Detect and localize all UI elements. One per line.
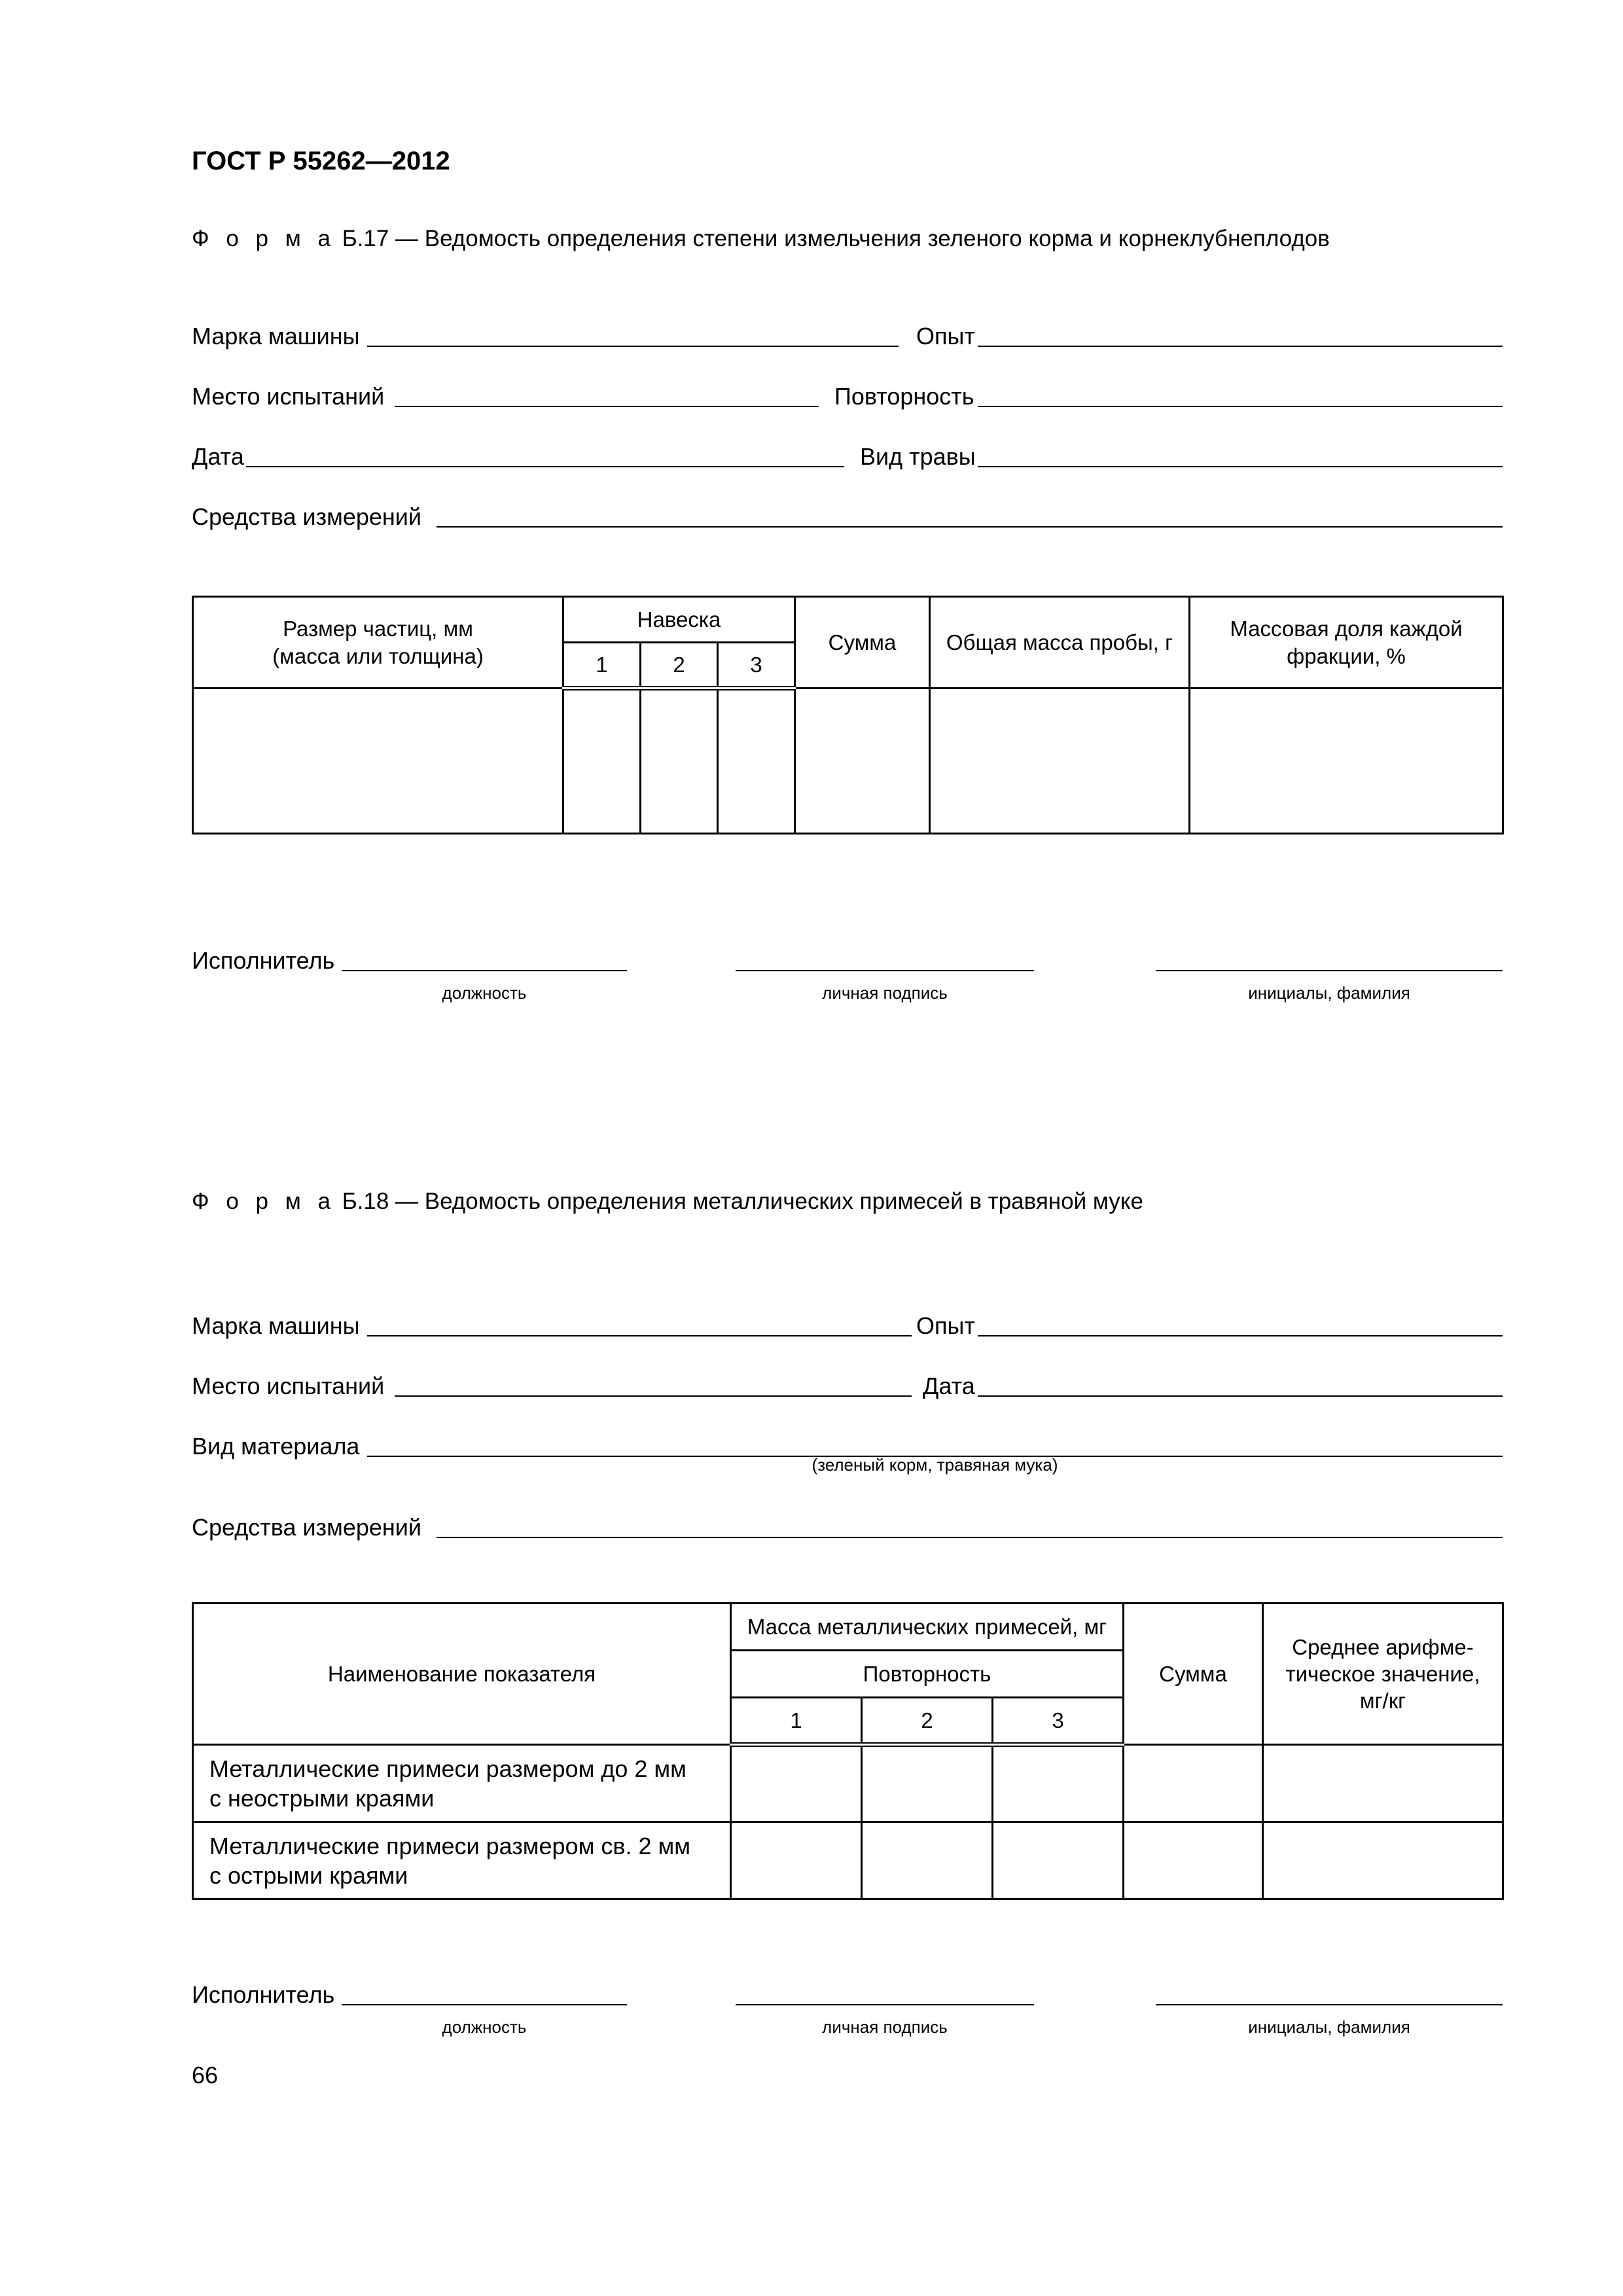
row-indicator-line1: Металлические примеси размером до 2 мм bbox=[209, 1755, 687, 1782]
metal-mass-header: Масса металлических примесей, мг bbox=[731, 1604, 1124, 1651]
test-place-field[interactable] bbox=[395, 406, 819, 407]
position-field[interactable] bbox=[342, 2004, 627, 2005]
form-18-title-prefix: Ф о р м а bbox=[192, 1189, 336, 1214]
initials-caption: инициалы, фамилия bbox=[1248, 2017, 1410, 2037]
table-cell[interactable] bbox=[641, 689, 718, 834]
material-type-hint: (зеленый корм, травяная мука) bbox=[812, 1455, 1058, 1475]
table-cell[interactable] bbox=[1263, 1822, 1503, 1899]
mean-header-line3: мг/кг bbox=[1359, 1689, 1406, 1713]
row-indicator-line1: Металлические примеси размером св. 2 мм bbox=[209, 1832, 690, 1859]
particle-size-header-line1: Размер частиц, мм bbox=[283, 617, 473, 641]
grass-type-field[interactable] bbox=[978, 466, 1503, 467]
experiment-label: Опыт bbox=[916, 1312, 975, 1339]
total-mass-header: Общая масса пробы, г bbox=[930, 597, 1190, 689]
date-field[interactable] bbox=[978, 1395, 1503, 1397]
position-caption: должность bbox=[442, 2017, 527, 2037]
date-field[interactable] bbox=[246, 466, 844, 467]
form-17-table bbox=[192, 596, 1504, 834]
row-indicator-name bbox=[193, 1745, 731, 1822]
form-18-title-text: Б.18 — Ведомость определения металлических примесей в травяной муке bbox=[335, 1189, 1143, 1214]
table-cell[interactable] bbox=[795, 689, 930, 834]
row-indicator-line2: с неострыми краями bbox=[209, 1784, 435, 1812]
sample-num-3: 3 bbox=[718, 643, 795, 689]
table-cell[interactable] bbox=[993, 1822, 1124, 1899]
table-cell[interactable] bbox=[731, 1822, 862, 1899]
signature-field[interactable] bbox=[736, 2004, 1034, 2005]
date-label: Дата bbox=[923, 1372, 975, 1399]
repeatability-label: Повторность bbox=[834, 383, 974, 410]
particle-size-header-line2: (масса или толщина) bbox=[272, 643, 484, 668]
experiment-field[interactable] bbox=[978, 1335, 1503, 1336]
machine-brand-label: Марка машины bbox=[192, 1312, 360, 1339]
table-cell[interactable] bbox=[1263, 1745, 1503, 1822]
position-field[interactable] bbox=[342, 970, 627, 971]
machine-brand-field[interactable] bbox=[367, 346, 899, 347]
table-cell[interactable] bbox=[862, 1822, 993, 1899]
signature-field[interactable] bbox=[736, 970, 1034, 971]
measuring-instruments-label: Средства измерений bbox=[192, 503, 422, 530]
repeatability-field[interactable] bbox=[978, 406, 1503, 407]
table-cell[interactable] bbox=[563, 689, 641, 834]
form-18-table bbox=[192, 1602, 1504, 1900]
rep-num-3: 3 bbox=[993, 1698, 1124, 1745]
particle-size-header bbox=[193, 597, 563, 689]
table-row bbox=[193, 1822, 1503, 1899]
measuring-instruments-field[interactable] bbox=[437, 1537, 1503, 1538]
experiment-field[interactable] bbox=[978, 346, 1503, 347]
test-place-field[interactable] bbox=[395, 1395, 912, 1397]
mean-header-line2: тическое значение, bbox=[1285, 1661, 1480, 1686]
experiment-label: Опыт bbox=[916, 323, 975, 350]
test-place-label: Место испытаний bbox=[192, 383, 385, 410]
form-17-title-text: Б.17 — Ведомость определения степени измельчения зеленого корма и корнеклубнеплодов bbox=[335, 226, 1330, 251]
signature-caption: личная подпись bbox=[822, 983, 948, 1003]
table-cell[interactable] bbox=[993, 1745, 1124, 1822]
table-cell[interactable] bbox=[1124, 1822, 1263, 1899]
signature-caption: личная подпись bbox=[822, 2017, 948, 2037]
table-row bbox=[193, 689, 1503, 834]
test-place-label: Место испытаний bbox=[192, 1372, 385, 1399]
executor-label: Исполнитель bbox=[192, 1981, 335, 2008]
sample-header: Навеска bbox=[563, 597, 795, 643]
row-indicator-name bbox=[193, 1822, 731, 1899]
initials-caption: инициалы, фамилия bbox=[1248, 983, 1410, 1003]
row-indicator-line2: с острыми краями bbox=[209, 1861, 408, 1889]
mass-fraction-header-line2: фракции, % bbox=[1287, 643, 1406, 668]
table-row bbox=[193, 1745, 1503, 1822]
rep-num-1: 1 bbox=[731, 1698, 862, 1745]
executor-label: Исполнитель bbox=[192, 947, 335, 974]
form-18-title bbox=[192, 1189, 1143, 1215]
table-cell[interactable] bbox=[930, 689, 1190, 834]
table-cell[interactable] bbox=[731, 1745, 862, 1822]
repeatability-header: Повторность bbox=[731, 1651, 1124, 1698]
form-17-title-prefix: Ф о р м а bbox=[192, 226, 336, 251]
machine-brand-field[interactable] bbox=[367, 1335, 912, 1336]
mean-header-line1: Среднее арифме- bbox=[1292, 1634, 1474, 1659]
mean-header bbox=[1263, 1604, 1503, 1745]
rep-num-2: 2 bbox=[862, 1698, 993, 1745]
machine-brand-label: Марка машины bbox=[192, 323, 360, 350]
sample-num-1: 1 bbox=[563, 643, 641, 689]
table-cell[interactable] bbox=[193, 689, 563, 834]
sum-header: Сумма bbox=[1124, 1604, 1263, 1745]
measuring-instruments-label: Средства измерений bbox=[192, 1514, 422, 1541]
table-cell[interactable] bbox=[1190, 689, 1503, 834]
page-number: 66 bbox=[192, 2062, 219, 2089]
indicator-header: Наименование показателя bbox=[193, 1604, 731, 1745]
sum-header: Сумма bbox=[795, 597, 930, 689]
initials-field[interactable] bbox=[1156, 970, 1503, 971]
grass-type-label: Вид травы bbox=[860, 443, 976, 470]
measuring-instruments-field[interactable] bbox=[437, 526, 1503, 528]
document-id: ГОСТ Р 55262—2012 bbox=[192, 147, 450, 175]
position-caption: должность bbox=[442, 983, 527, 1003]
table-cell[interactable] bbox=[718, 689, 795, 834]
date-label: Дата bbox=[192, 443, 244, 470]
table-cell[interactable] bbox=[1124, 1745, 1263, 1822]
material-type-label: Вид материала bbox=[192, 1433, 360, 1460]
initials-field[interactable] bbox=[1156, 2004, 1503, 2005]
form-17-title bbox=[192, 226, 1330, 252]
sample-num-2: 2 bbox=[641, 643, 718, 689]
mass-fraction-header bbox=[1190, 597, 1503, 689]
mass-fraction-header-line1: Массовая доля каждой bbox=[1230, 617, 1463, 641]
table-cell[interactable] bbox=[862, 1745, 993, 1822]
